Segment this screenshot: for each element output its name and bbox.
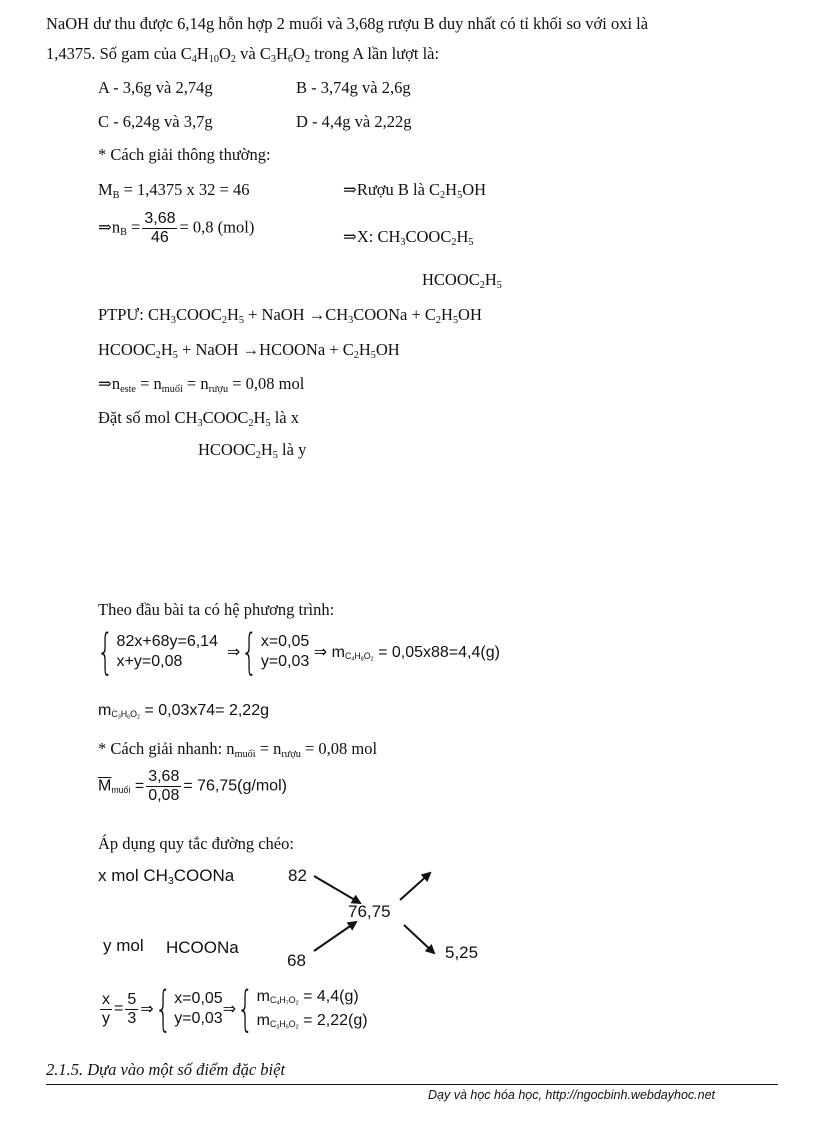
fast-method-heading: * Cách giải nhanh: $n_{muối} = n_{rượu} = 0,08$ mol: [98, 739, 378, 760]
diagram-center-value: 76,75: [348, 902, 391, 921]
mean-molar-mass: $\overline{M}_{muối}$ = $\frac{3,68}{0,08}$ = 76,75(g/mol): [98, 768, 287, 804]
x-ester-1: ⇒X: $CH_3COOC_2H_5$: [343, 227, 474, 248]
intro-line-2: 1,4375. Số gam của $C_4H_{10}O_2$ và $C_3H_6O_2$ trong A lần lượt là:: [46, 44, 440, 65]
mb-equation: $M_B = 1,4375$ x 32 = 46: [98, 180, 250, 201]
option-d: D - 4,4g và 2,22g: [296, 112, 412, 131]
x-ester-2: $HCOOC_2H_5$: [422, 270, 502, 291]
normal-method-heading: * Cách giải thông thường:: [98, 145, 271, 164]
footer-text: Dạy và học hóa học, http://ngocbinh.webdayhoc.net: [428, 1088, 715, 1102]
diagram-value-82: 82: [288, 866, 307, 885]
section-title: 2.1.5. Dựa vào một số điểm đặc biệt: [46, 1060, 286, 1079]
diagram-row1-label: x mol $CH_3COONa$: [98, 866, 235, 887]
set-y: $HCOOC_2H_5$ là y: [198, 440, 307, 461]
footer-divider: [46, 1084, 778, 1085]
arrow-center-to-525: [404, 925, 434, 953]
system-heading: Theo đầu bài ta có hệ phương trình:: [98, 600, 335, 619]
ratio-system: $\frac{x}{y}$ = $\frac{5}{3}$ ⇒{ x=0,05 y=0,03⇒{ $m_{C_4H_7O_2} = 4,4(g)$ $m_{C_3H_6O_2} = 2,22(g)$: [102, 981, 368, 1037]
diagram-row2-label: y mol: [103, 936, 144, 955]
nb-equation: $\Rightarrow n_B$ = $\frac{3,68}{46}$ = 0,8 (mol): [98, 210, 255, 246]
reaction-2: $HCOOC_2H_5$ + NaOH →HCOONa + $C_2H_5OH$: [98, 340, 400, 361]
option-b: B - 3,74g và 2,6g: [296, 78, 411, 97]
mb-conclusion: ⇒Rượu B là $C_2H_5OH$: [343, 180, 487, 201]
reaction-1: PTPƯ: $CH_3COOC_2H_5$ + NaOH $\to CH_3COONa + C_2H_5OH$: [98, 305, 482, 326]
arrow-68-to-center: [314, 922, 356, 951]
arrow-center-up-right: [400, 873, 430, 900]
intro-line-1: NaOH dư thu được 6,14g hỗn hợp 2 muối và 3,68g rượu B duy nhất có tỉ khối so với oxi là: [46, 14, 649, 33]
arrow-82-to-center: [314, 876, 360, 903]
option-c: C - 6,24g và 3,7g: [98, 112, 213, 131]
option-a: A - 3,6g và 2,74g: [98, 78, 213, 97]
diagram-value-68: 68: [287, 951, 306, 970]
system-equations: { 82x+68y=6,14 x+y=0,08 ⇒{ x=0,05 y=0,03 ⇒ $m_{C_4H_8O_2} = 0,05x88=4,4(g)$: [96, 624, 500, 680]
diagram-row2-name: HCOONa: [166, 938, 239, 957]
m-c3h6o2: $m_{C_3H_6O_2} = 0,03x74= 2,22g$: [98, 702, 269, 721]
diagram-value-525: 5,25: [445, 943, 479, 962]
rule-heading: Áp dụng quy tắc đường chéo:: [98, 834, 294, 853]
moles-equation: $\Rightarrow n_{este} = n_{muối} = n_{rượu} = 0,08$ mol: [98, 374, 305, 395]
set-x: Đặt số mol $CH_3COOC_2H_5$ là x: [98, 408, 299, 429]
